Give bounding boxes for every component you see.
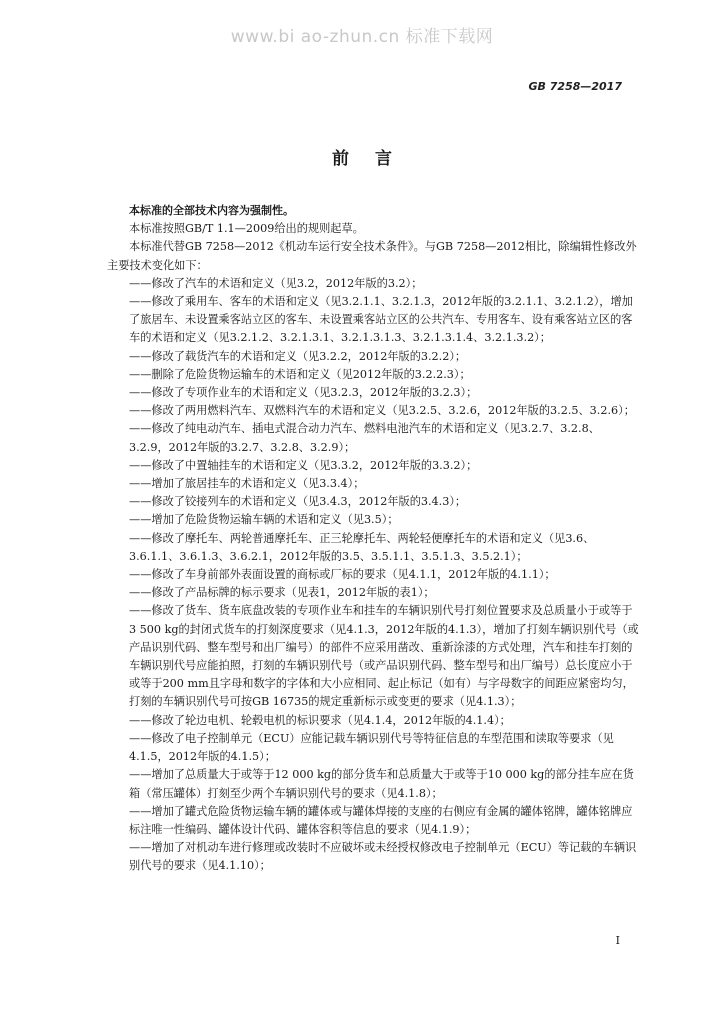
list-item: ——修改了汽车的术语和定义（见3.2，2012年版的3.2）； bbox=[129, 276, 423, 290]
list-item: ——修改了车身前部外表面设置的商标或厂标的要求（见4.1.1，2012年版的4.1.1）； bbox=[129, 568, 556, 582]
page-number: I bbox=[615, 934, 620, 947]
list-item: ——修改了专项作业车的术语和定义（见3.2.3，2012年版的3.2.3）； bbox=[129, 386, 478, 400]
paragraph: 本标准按照GB/T 1.1—2009给出的规则起草。 bbox=[129, 222, 364, 236]
standard-code: GB 7258—2017 bbox=[528, 80, 622, 93]
list-item: ——增加了危险货物运输车辆的术语和定义（见3.5）； bbox=[129, 513, 399, 527]
paragraph: 本标准的全部技术内容为强制性。 bbox=[129, 204, 294, 217]
paragraph: 本标准代替GB 7258—2012《机动车运行安全技术条件》。与GB 7258—2012相比，除编辑性修改外主要技术变化如下： bbox=[107, 240, 637, 272]
list-item: ——修改了电子控制单元（ECU）应能记载车辆识别代号等特征信息的车型范围和读取等要求（见4.1.5，2012年版的4.1.5）； bbox=[129, 731, 614, 764]
list-item: ——修改了产品标牌的标示要求（见表1，2012年版的表1）； bbox=[129, 586, 435, 600]
list-item: ——增加了旅居挂车的术语和定义（见3.3.4）； bbox=[129, 477, 365, 491]
page-title: 前言 bbox=[332, 149, 418, 169]
list-item: ——修改了乘用车、客车的术语和定义（见3.2.1.1、3.2.1.3，2012年版的3.2.1.1、3.2.1.2），增加了旅居车、未设置乘客站立区的客车、未设置乘客站立区的公共汽车、专用客车、设有乘客站立区的客车的术语和定义（见3.2.1.2、3.2.1.3.1、3.2.1.3.1.3、3.2.1.3.1.4、3.2.1.3.2）； bbox=[129, 295, 633, 345]
list-item: ——修改了纯电动汽车、插电式混合动力汽车、燃料电池汽车的术语和定义（见3.2.7、3.2.8、3.2.9，2012年版的3.2.7、3.2.8、3.2.9）； bbox=[129, 422, 600, 454]
list-item: ——修改了中置轴挂车的术语和定义（见3.3.2，2012年版的3.3.2）； bbox=[129, 458, 478, 472]
document-body bbox=[107, 202, 639, 876]
list-item: ——修改了载货汽车的术语和定义（见3.2.2，2012年版的3.2.2）； bbox=[129, 349, 467, 363]
list-item: ——修改了摩托车、两轮普通摩托车、正三轮摩托车、两轮轻便摩托车的术语和定义（见3.6、3.6.1.1、3.6.1.3、3.6.2.1，2012年版的3.5、3.5.1.1、3.5.1.3、3.5.2.1）； bbox=[129, 531, 595, 563]
list-item: ——增加了罐式危险货物运输车辆的罐体或与罐体焊接的支座的右侧应有金属的罐体铭牌，罐体铭牌应标注唯一性编码、罐体设计代码、罐体容积等信息的要求（见4.1.9）； bbox=[129, 804, 633, 836]
list-item: ——修改了轮边电机、轮毂电机的标识要求（见4.1.4，2012年版的4.1.4）； bbox=[129, 713, 511, 727]
watermark: www.bi ao-zhun.cn 标准下载网 bbox=[230, 27, 494, 47]
list-item: ——增加了对机动车进行修理或改装时不应破坏或未经授权修改电子控制单元（ECU）等记载的车辆识别代号的要求（见4.1.10）； bbox=[129, 841, 637, 873]
list-item: ——修改了两用燃料汽车、双燃料汽车的术语和定义（见3.2.5、3.2.6，2012年版的3.2.5、3.2.6）； bbox=[129, 404, 635, 418]
list-item: ——增加了总质量大于或等于12 000 kg的部分货车和总质量大于或等于10 000 kg的部分挂车应在货箱（常压罐体）打刻至少两个车辆识别代号的要求（见4.1.8）； bbox=[129, 768, 634, 800]
change-list bbox=[107, 275, 639, 876]
list-item: ——修改了铰接列车的术语和定义（见3.4.3，2012年版的3.4.3）； bbox=[129, 495, 467, 509]
list-item: ——修改了货车、货车底盘改装的专项作业车和挂车的车辆识别代号打刻位置要求及总质量小于或等于3 500 kg的封闭式货车的打刻深度要求（见4.1.3，2012年版的4.1.3），增加了打刻车辆识别代号（或产品识别代码、整车型号和出厂编号）的部件不应采用凿改、重新涂漆的方式处理，汽车和挂车打刻的车辆识别代号应能拍照，打刻的车辆识别代号（或产品识别代码、整车型号和出厂编号）总长度应小于或等于200 mm且字母和数字的字体和大小应相同、起止标记（如有）与字母数字的间距应紧密均匀，打刻的车辆识别代号可按GB 16735的规定重新标示或变更的要求（见4.1.3）； bbox=[129, 604, 639, 709]
list-item: ——删除了危险货物运输车的术语和定义（见2012年版的3.2.2.3）； bbox=[129, 367, 471, 381]
